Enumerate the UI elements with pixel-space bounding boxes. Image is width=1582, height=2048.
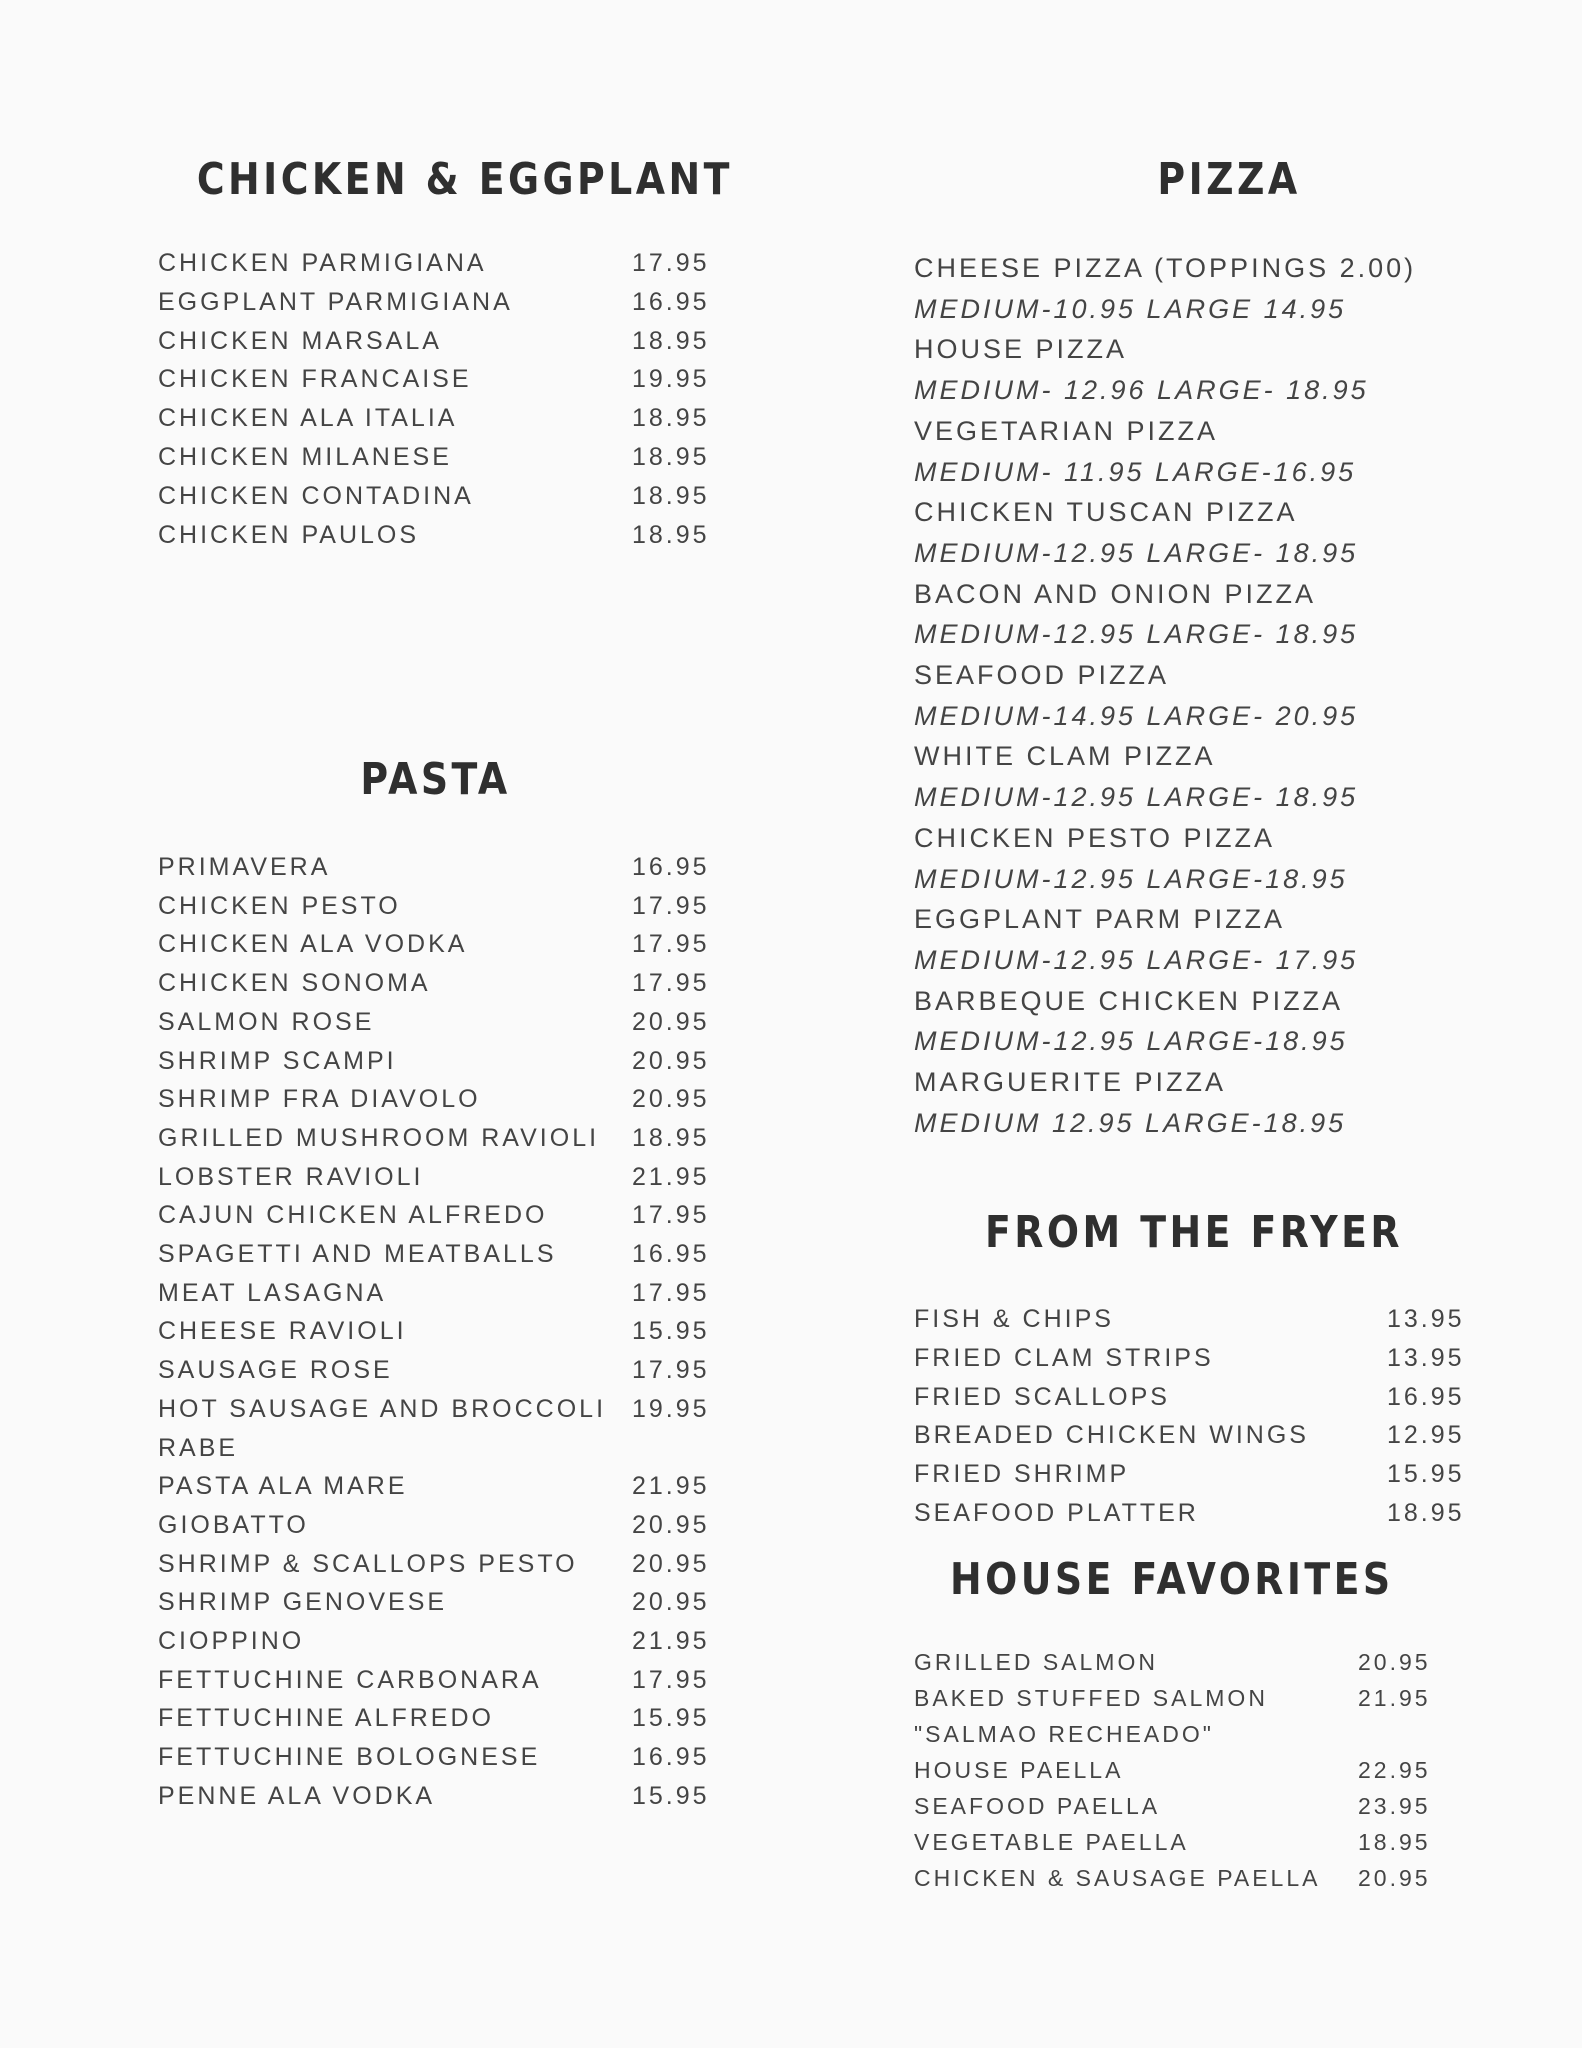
menu-item-name: CHICKEN MARSALA: [158, 326, 442, 355]
fryer-heading: FROM THE FRYER: [985, 1207, 1403, 1258]
menu-item-price: 13.95: [1387, 1343, 1465, 1372]
pizza-name: EGGPLANT PARM PIZZA: [914, 904, 1286, 935]
menu-item-price: 19.95: [632, 365, 710, 394]
menu-item-name: CHICKEN CONTADINA: [158, 481, 474, 510]
menu-item-name: CHEESE RAVIOLI: [158, 1317, 407, 1346]
pizza-size-prices: MEDIUM-12.95 LARGE-18.95: [914, 1026, 1348, 1057]
menu-item-name: PASTA ALA MARE: [158, 1472, 408, 1501]
menu-item-price: 16.95: [632, 853, 710, 881]
menu-item-name: CAJUN CHICKEN ALFREDO: [158, 1201, 548, 1230]
menu-item-price: 17.95: [632, 930, 710, 959]
menu-item-price: 15.95: [1387, 1460, 1465, 1489]
menu-item-name: FETTUCHINE CARBONARA: [158, 1665, 542, 1694]
menu-item-name: SHRIMP & SCALLOPS PESTO: [158, 1549, 578, 1578]
pizza-name: VEGETARIAN PIZZA: [914, 415, 1219, 446]
menu-item-name: SHRIMP GENOVESE: [158, 1588, 448, 1617]
menu-item-price: 17.95: [632, 891, 710, 920]
pizza-name: WHITE CLAM PIZZA: [914, 741, 1216, 772]
pizza-size-prices: MEDIUM-12.95 LARGE- 18.95: [914, 619, 1359, 650]
pizza-list: [914, 150, 1524, 1150]
menu-item-name: CHICKEN SONOMA: [158, 969, 431, 998]
menu-item-price: 15.95: [632, 1704, 710, 1733]
menu-item-price: 21.95: [1358, 1685, 1431, 1711]
menu-item-price: 20.95: [632, 1588, 710, 1617]
menu-item-price: 12.95: [1387, 1421, 1465, 1450]
pasta-heading: PASTA: [360, 754, 511, 805]
menu-item-name: CHICKEN PAULOS: [158, 520, 420, 549]
menu-item-name: EGGPLANT PARMIGIANA: [158, 287, 513, 316]
menu-item-price: 18.95: [632, 481, 710, 510]
menu-item-price: 21.95: [632, 1162, 710, 1191]
menu-item-price: 17.95: [632, 1201, 710, 1230]
menu-item-price: 18.95: [632, 1123, 710, 1152]
menu-item-price: 16.95: [632, 1743, 710, 1772]
pizza-section: [914, 150, 1524, 1150]
menu-item-name: BREADED CHICKEN WINGS: [914, 1421, 1309, 1450]
menu-item-price: 21.95: [632, 1627, 710, 1655]
chicken-eggplant-heading: CHICKEN & EGGPLANT: [196, 154, 733, 205]
menu-item-name: SHRIMP FRA DIAVOLO: [158, 1085, 481, 1114]
menu-item-name: SPAGETTI AND MEATBALLS: [158, 1240, 557, 1268]
menu-item-price: 20.95: [632, 1510, 710, 1539]
menu-item-price: 18.95: [632, 520, 710, 549]
menu-item-name: SALMON ROSE: [158, 1007, 375, 1036]
pizza-size-prices: MEDIUM-12.95 LARGE- 17.95: [914, 944, 1359, 975]
menu-item-price: 19.95: [632, 1394, 710, 1423]
menu-item-name: SEAFOOD PAELLA: [914, 1793, 1161, 1819]
menu-item-name: CHICKEN ALA ITALIA: [158, 404, 458, 433]
menu-item-name: FISH & CHIPS: [914, 1305, 1114, 1333]
menu-item-price: 16.95: [632, 287, 710, 316]
house-favorites-section: [914, 1550, 1474, 1910]
pizza-size-prices: MEDIUM-10.95 LARGE 14.95: [914, 293, 1347, 324]
menu-item-name: CHICKEN FRANCAISE: [158, 365, 472, 394]
pizza-size-prices: MEDIUM-12.95 LARGE-18.95: [914, 863, 1348, 894]
menu-item-price: 23.95: [1358, 1793, 1431, 1819]
menu-item-name: GRILLED SALMON: [914, 1649, 1158, 1675]
menu-item-name: CHICKEN PARMIGIANA: [158, 249, 487, 277]
menu-item-price: 20.95: [1358, 1865, 1431, 1891]
menu-item-name: BAKED STUFFED SALMON: [914, 1685, 1268, 1711]
menu-item-price: 20.95: [632, 1549, 710, 1578]
menu-item-name: SAUSAGE ROSE: [158, 1356, 393, 1385]
menu-item-name: CHICKEN ALA VODKA: [158, 930, 468, 959]
menu-item-name: CIOPPINO: [158, 1627, 305, 1655]
pizza-name: SEAFOOD PIZZA: [914, 660, 1170, 690]
menu-item-price: 17.95: [632, 249, 710, 277]
menu-item-name: FETTUCHINE ALFREDO: [158, 1704, 494, 1733]
menu-item-name: CHICKEN MILANESE: [158, 443, 452, 471]
menu-item-price: 17.95: [632, 1278, 710, 1307]
pizza-name: HOUSE PIZZA: [914, 334, 1128, 365]
menu-item-name: CHICKEN PESTO: [158, 891, 401, 920]
pizza-name: CHEESE PIZZA (TOPPINGS 2.00): [914, 253, 1417, 283]
menu-item-price: 18.95: [632, 404, 710, 433]
pizza-size-prices: MEDIUM-12.95 LARGE- 18.95: [914, 782, 1359, 813]
pizza-size-prices: MEDIUM- 12.96 LARGE- 18.95: [914, 375, 1369, 406]
menu-item-price: 17.95: [632, 1665, 710, 1694]
menu-item-name: LOBSTER RAVIOLI: [158, 1162, 424, 1191]
menu-item-price: 20.95: [632, 1046, 710, 1075]
menu-item-price: 20.95: [632, 1085, 710, 1114]
menu-item-name: FRIED SCALLOPS: [914, 1382, 1170, 1411]
menu-item-name: VEGETABLE PAELLA: [914, 1829, 1189, 1855]
chicken-eggplant-list: [158, 150, 733, 570]
menu-item-price: 16.95: [1387, 1382, 1465, 1411]
pizza-size-prices: MEDIUM- 11.95 LARGE-16.95: [914, 456, 1357, 487]
menu-item-price: 18.95: [1387, 1499, 1465, 1527]
menu-item-name: GRILLED MUSHROOM RAVIOLI: [158, 1123, 600, 1152]
menu-item-name: FRIED CLAM STRIPS: [914, 1343, 1214, 1372]
pizza-size-prices: MEDIUM 12.95 LARGE-18.95: [914, 1107, 1347, 1138]
chicken-eggplant-section: [158, 150, 733, 570]
menu-item-price: 18.95: [1358, 1829, 1431, 1855]
pizza-name: BACON AND ONION PIZZA: [914, 578, 1317, 609]
pizza-name: CHICKEN TUSCAN PIZZA: [914, 497, 1298, 528]
menu-item-name: PRIMAVERA: [158, 853, 331, 881]
menu-item-price: 18.95: [632, 326, 710, 355]
menu-item-name: HOUSE PAELLA: [914, 1757, 1124, 1783]
pasta-section: [158, 750, 713, 1820]
pizza-size-prices: MEDIUM-12.95 LARGE- 18.95: [914, 537, 1359, 568]
menu-item-name: MEAT LASAGNA: [158, 1278, 387, 1307]
house-favorites-heading: HOUSE FAVORITES: [950, 1554, 1394, 1605]
menu-item-name: CHICKEN & SAUSAGE PAELLA: [914, 1865, 1321, 1891]
menu-item-price: 13.95: [1387, 1305, 1465, 1333]
menu-item-price: 20.95: [1358, 1649, 1431, 1675]
menu-item-name: PENNE ALA VODKA: [158, 1781, 436, 1810]
menu-item-name: RABE: [158, 1433, 239, 1462]
menu-item-price: 17.95: [632, 1356, 710, 1385]
menu-item-name: SEAFOOD PLATTER: [914, 1499, 1199, 1527]
menu-item-name: SHRIMP SCAMPI: [158, 1046, 397, 1075]
pizza-heading: PIZZA: [1157, 154, 1301, 205]
house-favorites-list: [914, 1550, 1474, 1910]
menu-item-name: FETTUCHINE BOLOGNESE: [158, 1743, 541, 1772]
menu-item-name: HOT SAUSAGE AND BROCCOLI: [158, 1394, 607, 1423]
menu-item-price: 20.95: [632, 1007, 710, 1036]
pizza-size-prices: MEDIUM-14.95 LARGE- 20.95: [914, 700, 1359, 731]
fryer-list: [914, 1203, 1474, 1533]
pizza-name: MARGUERITE PIZZA: [914, 1067, 1227, 1097]
menu-item-price: 15.95: [632, 1317, 710, 1346]
menu-item-price: 17.95: [632, 969, 710, 998]
menu-item-price: 15.95: [632, 1781, 710, 1810]
menu-item-price: 16.95: [632, 1240, 710, 1268]
pizza-name: BARBEQUE CHICKEN PIZZA: [914, 985, 1344, 1016]
menu-item-name: GIOBATTO: [158, 1510, 309, 1539]
fryer-section: [914, 1203, 1474, 1533]
menu-item-price: 18.95: [632, 443, 710, 471]
menu-item-name: FRIED SHRIMP: [914, 1460, 1130, 1489]
menu-item-name: "SALMAO RECHEADO": [914, 1721, 1214, 1747]
menu-item-price: 21.95: [632, 1472, 710, 1501]
pizza-name: CHICKEN PESTO PIZZA: [914, 822, 1276, 853]
pasta-list: [158, 750, 713, 1820]
menu-item-price: 22.95: [1358, 1757, 1431, 1783]
